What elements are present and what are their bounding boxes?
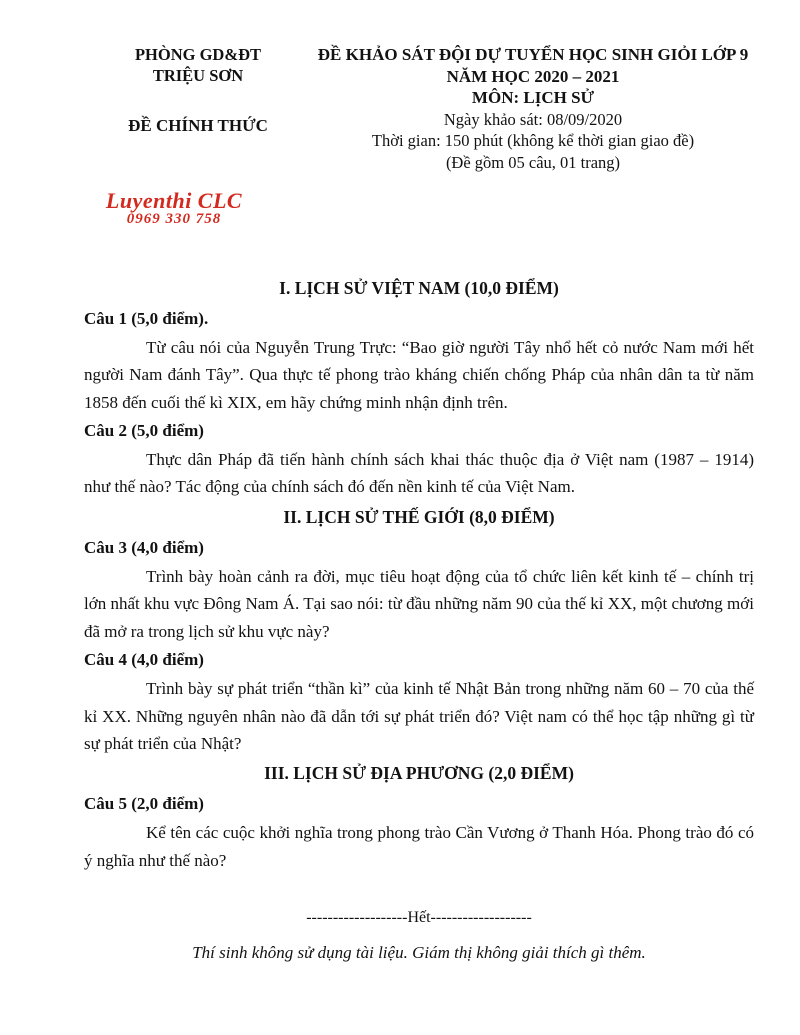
question-4-label: Câu 4 (4,0 điểm): [84, 650, 204, 670]
question-5-text: Kể tên các cuộc khởi nghĩa trong phong trào Cần Vương ở Thanh Hóa. Phong trào đó có ý nghĩa như thế nào?: [84, 823, 754, 870]
logo-phone: 0969 330 758: [126, 211, 222, 228]
exam-duration: Thời gian: 150 phút (không kể thời gian giao đề): [371, 131, 695, 150]
exam-type-label: ĐỀ CHÍNH THỨC: [128, 116, 268, 135]
question-3-label: Câu 3 (4,0 điểm): [84, 537, 204, 557]
end-divider: -------------------Hết-------------------: [306, 909, 532, 927]
logo-name: Luyenthi CLC: [105, 188, 243, 213]
document-header: [84, 44, 754, 173]
footer-note: Thí sinh không sử dụng tài liệu. Giám thị không giải thích gì thêm.: [192, 943, 646, 963]
pages-note: (Đề gồm 05 câu, 01 trang): [445, 152, 621, 172]
question-5-label: Câu 5 (2,0 điểm): [84, 794, 204, 814]
question-2-label: Câu 2 (5,0 điểm): [84, 421, 204, 441]
document-footer: [84, 904, 754, 966]
issuer-block: [84, 44, 312, 136]
section-2-heading: II. LỊCH SỬ THẾ GIỚI (8,0 ĐIỂM): [283, 506, 555, 527]
issuer-district: TRIỆU SƠN: [152, 66, 244, 85]
school-year: NĂM HỌC 2020 – 2021: [446, 66, 620, 86]
exam-title: ĐỀ KHẢO SÁT ĐỘI DỰ TUYỂN HỌC SINH GIỎI LỚP 9: [317, 45, 749, 64]
question-1-text: Từ câu nói của Nguyễn Trung Trực: “Bao giờ người Tây nhổ hết cỏ nước Nam mới hết người Nam đánh Tây”. Qua thực tế phong trào kháng chiến chống Pháp của nhân dân ta từ năm 1858 đến cuối thế kì XIX, em hãy chứng minh nhận định trên.: [84, 337, 754, 412]
section-1-heading: I. LỊCH SỬ VIỆT NAM (10,0 ĐIỂM): [279, 277, 559, 298]
question-1-label: Câu 1 (5,0 điểm).: [84, 308, 209, 328]
exam-body: [84, 272, 754, 874]
issuer-name: PHÒNG GD&ĐT: [134, 45, 262, 64]
question-3-text: Trình bày hoàn cảnh ra đời, mục tiêu hoạt động của tổ chức liên kết kinh tế – chính trị lớn nhất khu vực Đông Nam Á. Tại sao nói: từ đầu những năm 90 của thế kỉ XX, một chương mới đã mở ra trong lịch sử khu vực này?: [84, 566, 754, 641]
section-3-heading: III. LỊCH SỬ ĐỊA PHƯƠNG (2,0 ĐIỂM): [264, 763, 574, 784]
question-2-text: Thực dân Pháp đã tiến hành chính sách khai thác thuộc địa ở Việt nam (1987 – 1914) như thế nào? Tác động của chính sách đó đến nền kinh tế của Việt Nam.: [84, 450, 754, 497]
logo: [94, 189, 254, 228]
subject-line: MÔN: LỊCH SỬ: [471, 88, 595, 107]
question-4-text: Trình bày sự phát triển “thần kì” của kinh tế Nhật Bản trong những năm 60 – 70 của thế kỉ XX. Những nguyên nhân nào đã dẫn tới sự phát triển đó? Việt nam có thể học tập những gì từ sự phát triển của Nhật?: [84, 679, 754, 753]
exam-date: Ngày khảo sát: 08/09/2020: [443, 109, 623, 129]
exam-info-block: [312, 44, 754, 173]
